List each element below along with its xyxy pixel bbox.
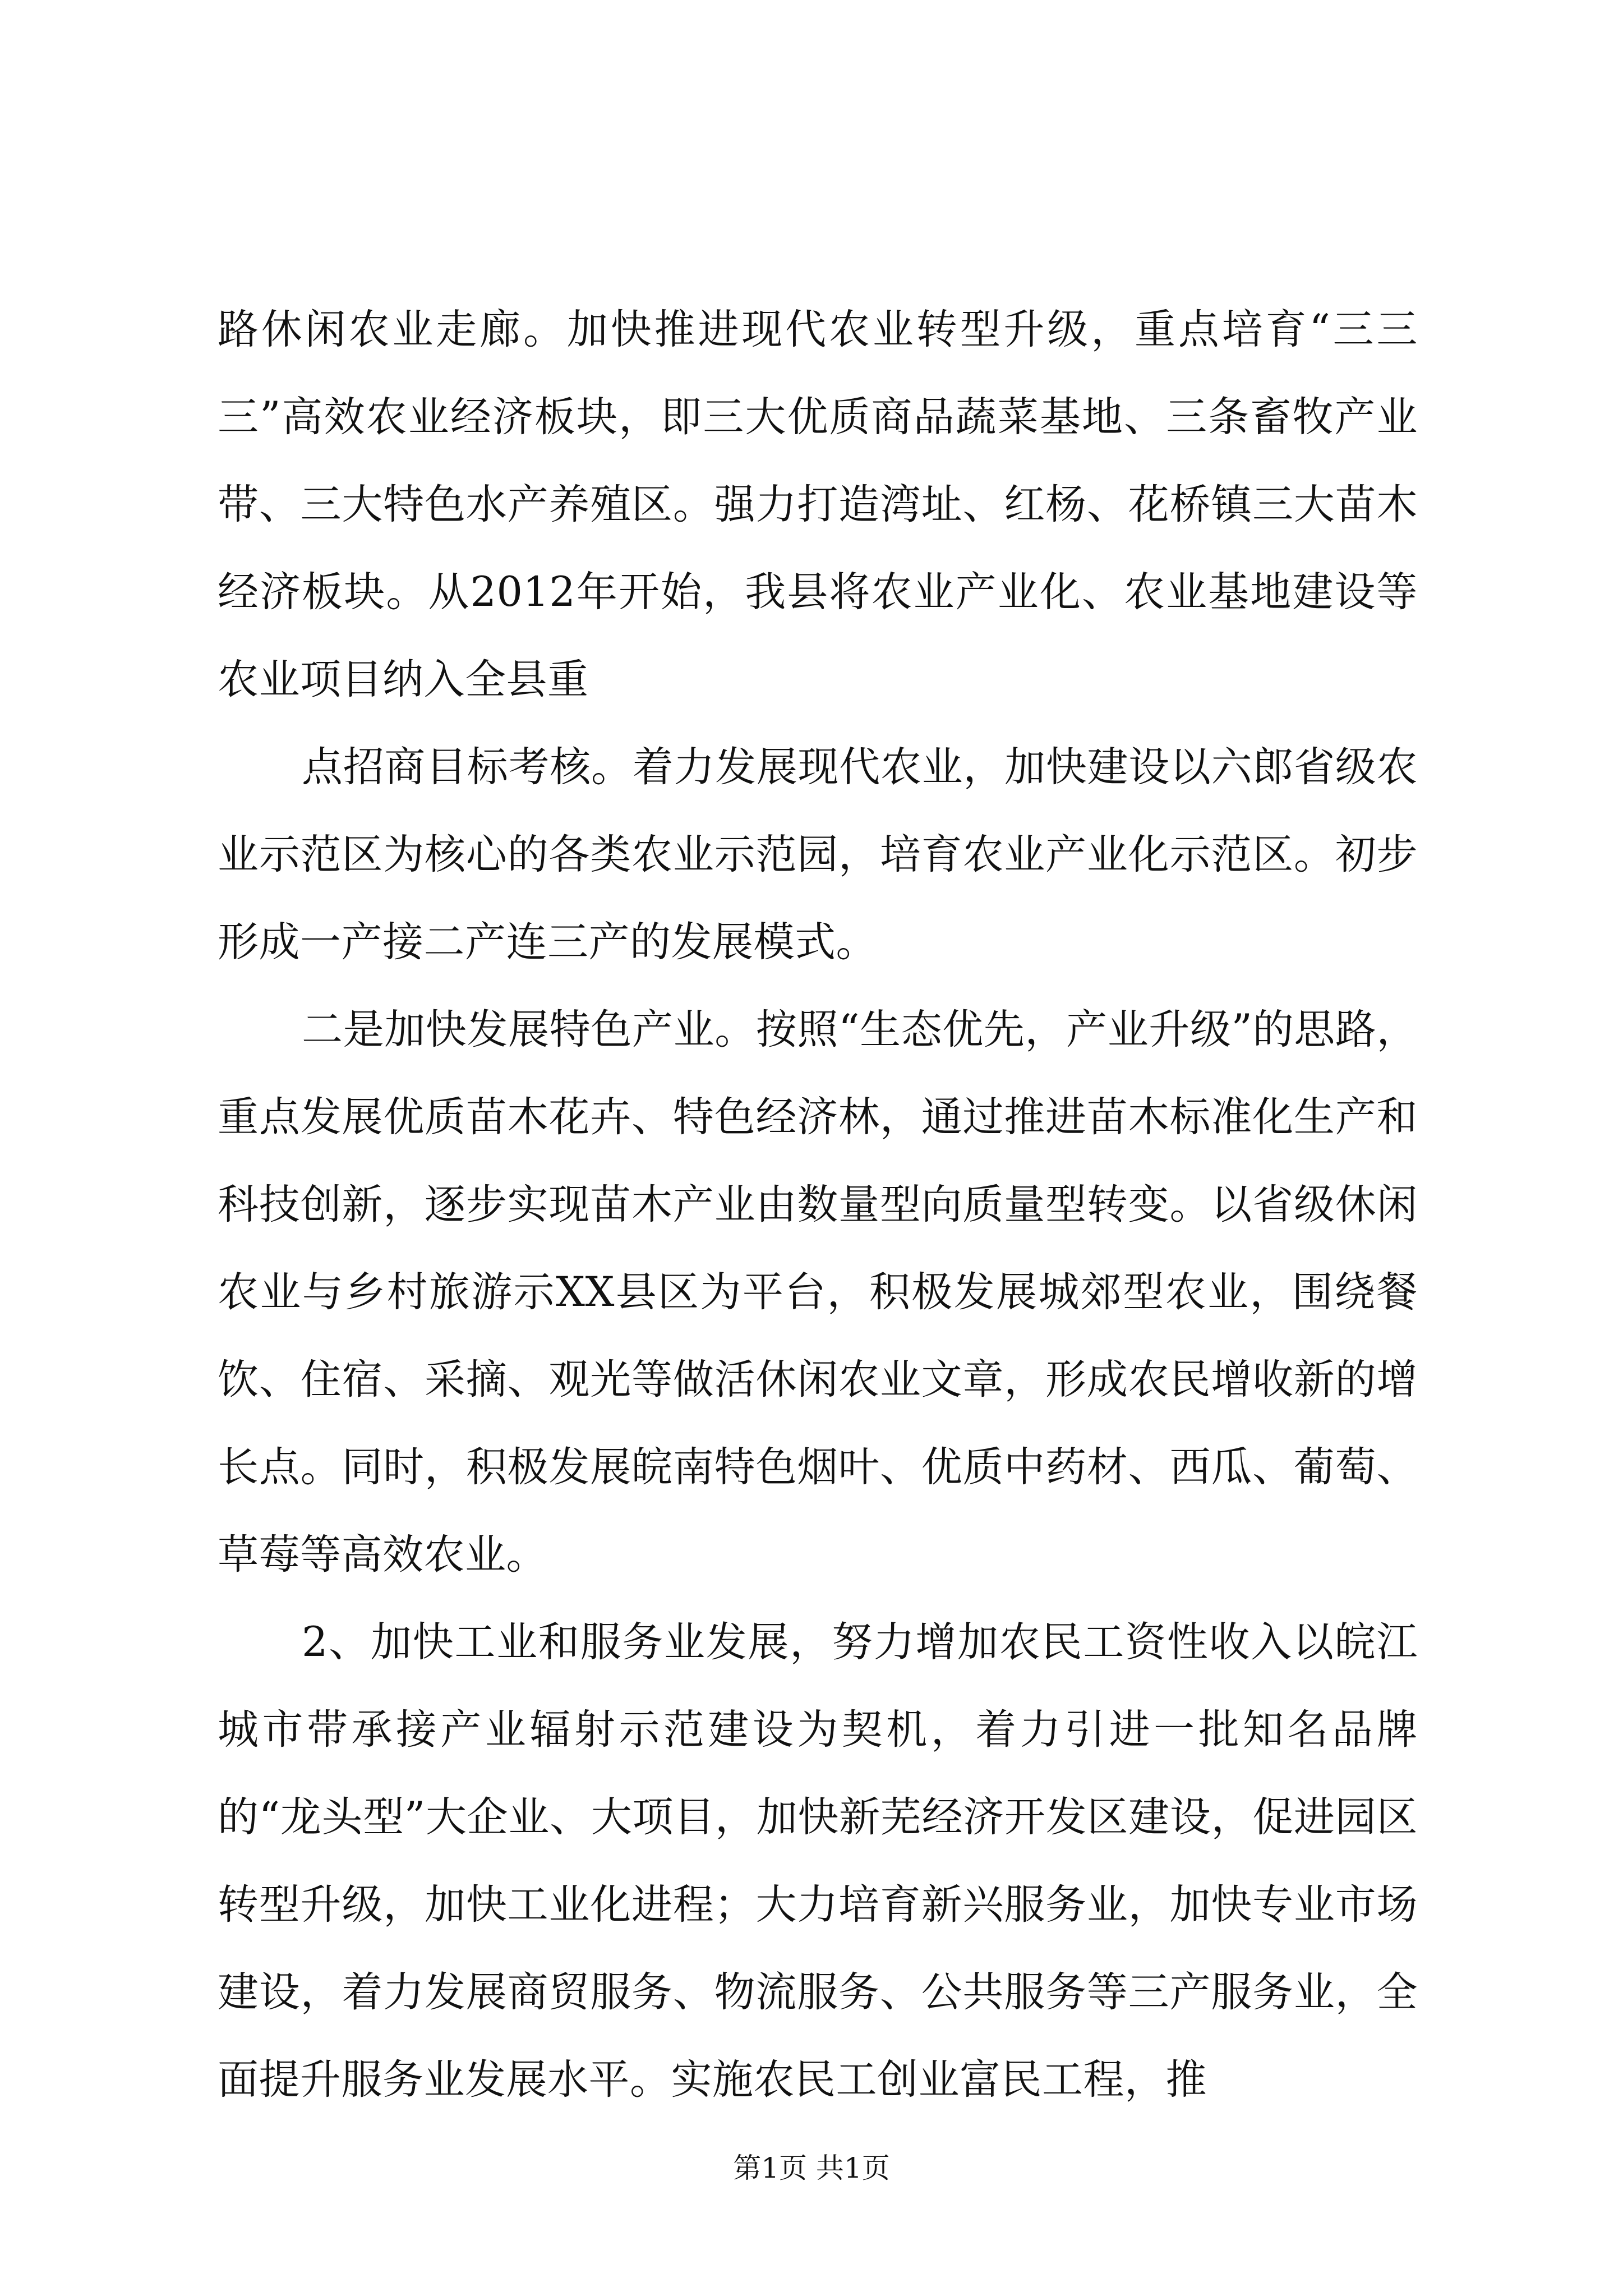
paragraph-continuation: 路休闲农业走廊。加快推进现代农业转型升级，重点培育“三三三”高效农业经济板块，即三大优质商品蔬菜基地、三条畜牧产业带、三大特色水产养殖区。强力打造湾址、红杨、花桥镇三大苗木经济板块。从2012年开始，我县将农业产业化、农业基地建设等农业项目纳入全县重 [218, 306, 1418, 703]
paragraph-industry-services: 2、加快工业和服务业发展，努力增加农民工资性收入以皖江城市带承接产业辐射示范建设为契机，着力引进一批知名品牌的“龙头型”大企业、大项目，加快新芜经济开发区建设，促进园区转型升级，加快工业化进程；大力培育新兴服务业，加快专业市场建设，着力发展商贸服务、物流服务、公共服务等三产服务业，全面提升服务业发展水平。实施农民工创业富民工程，推 [218, 1618, 1418, 2104]
page-number-footer: 第1页 共1页 [733, 2152, 890, 2184]
paragraph-characteristic-industry: 二是加快发展特色产业。按照“生态优先，产业升级”的思路，重点发展优质苗木花卉、特色经济林，通过推进苗木标准化生产和科技创新，逐步实现苗木产业由数量型向质量型转变。以省级休闲农业与乡村旅游示XX县区为平台，积极发展城郊型农业，围绕餐饮、住宿、采摘、观光等做活休闲农业文章，形成农民增收新的增长点。同时，积极发展皖南特色烟叶、优质中药材、西瓜、葡萄、草莓等高效农业。 [218, 1006, 1418, 1579]
document-body [218, 286, 1418, 2124]
paragraph-investment-assessment: 点招商目标考核。着力发展现代农业，加快建设以六郎省级农业示范区为核心的各类农业示范园，培育农业产业化示范区。初步形成一产接二产连三产的发展模式。 [218, 743, 1418, 966]
